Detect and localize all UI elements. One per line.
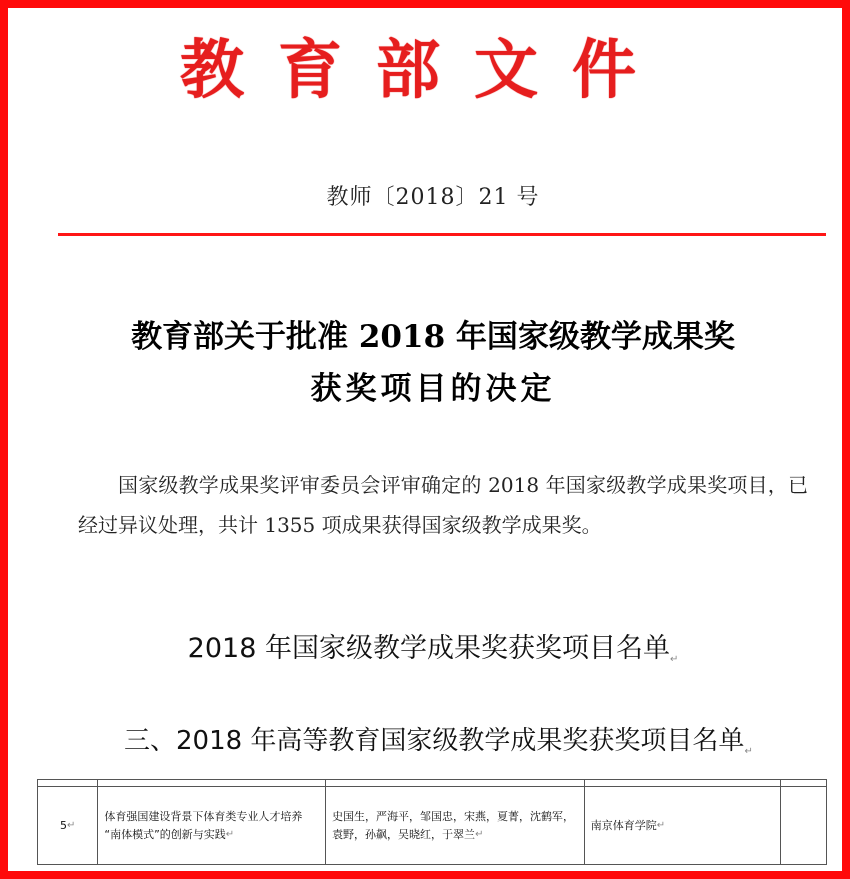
organization-cell [584, 787, 780, 865]
project-name-cell [98, 787, 326, 865]
document-title [8, 311, 850, 415]
project-name-line-2: “南体模式”的创新与实践 [104, 827, 226, 841]
paragraph-mark-icon: ↵ [744, 746, 753, 757]
extra-cell [780, 787, 826, 865]
list-heading-text: 2018 年国家级教学成果奖获奖项目名单 [187, 633, 670, 664]
project-name-line-1: 体育强国建设背景下体育类专业人才培养 [104, 809, 303, 823]
members-cell [326, 787, 585, 865]
organization-name: 南京体育学院 [590, 818, 657, 832]
cell-mark-icon: ↵ [475, 828, 484, 840]
row-number-cell [38, 787, 98, 865]
table-top-strip [38, 780, 827, 787]
body-paragraph: 国家级教学成果奖评审委员会评审确定的 2018 年国家级教学成果奖项目，已经过异议处理，共计 1355 项成果获得国家级教学成果奖。 [78, 473, 808, 537]
table-row [38, 787, 827, 865]
cell-mark-icon: ↵ [656, 819, 666, 831]
title-line-1: 教育部关于批准 2018 年国家级教学成果奖 [131, 319, 735, 355]
section-heading-text: 三、2018 年高等教育国家级教学成果奖获奖项目名单 [124, 726, 745, 756]
members-line-1: 史国生，严海平，邹国忠，宋燕，夏菁，沈鹤军， [332, 809, 575, 823]
list-heading [8, 626, 850, 665]
row-number: 5 [59, 818, 67, 832]
red-separator-line [58, 233, 826, 236]
masthead-title: 教育部文件 [180, 33, 670, 108]
cell-mark-icon: ↵ [225, 828, 235, 840]
members-line-2: 袁野，孙飙，吴晓红，于翠兰 [332, 827, 476, 841]
section-heading [124, 720, 824, 757]
document-number: 教师〔2018〕21 号 [326, 185, 540, 210]
award-table [37, 779, 827, 865]
cell-mark-icon: ↵ [66, 819, 76, 831]
title-line-2: 获奖项目的决定 [310, 371, 556, 407]
paragraph-mark-icon: ↵ [669, 654, 679, 665]
